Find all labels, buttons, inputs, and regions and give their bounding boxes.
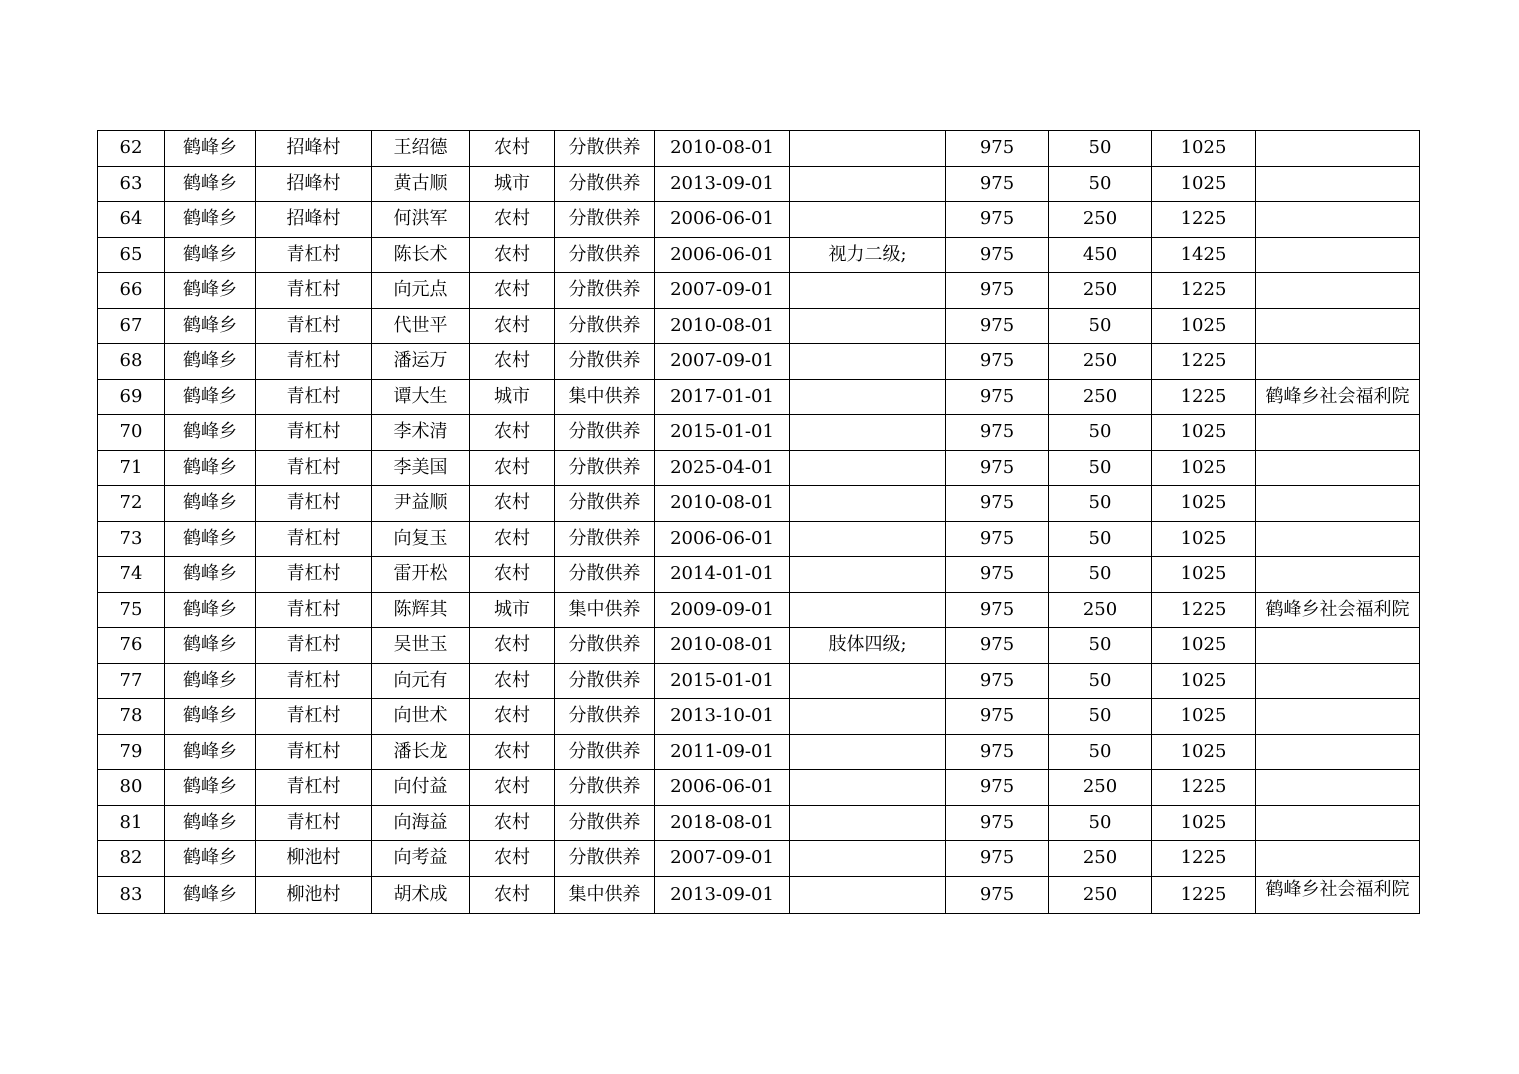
- total-amount-cell: 1025: [1152, 557, 1256, 593]
- institution-cell: [1256, 770, 1420, 806]
- start-date-cell: 2010-08-01: [655, 308, 790, 344]
- institution-cell: [1256, 131, 1420, 167]
- extra-amount-cell: 250: [1049, 202, 1152, 238]
- institution-cell: 鹤峰乡社会福利院: [1256, 379, 1420, 415]
- total-amount-cell: 1225: [1152, 592, 1256, 628]
- disability-cell: 视力二级;: [790, 237, 946, 273]
- total-amount-cell: 1225: [1152, 876, 1256, 914]
- extra-amount-cell: 250: [1049, 592, 1152, 628]
- disability-cell: [790, 131, 946, 167]
- disability-cell: [790, 308, 946, 344]
- institution-cell: [1256, 486, 1420, 522]
- start-date-cell: 2010-08-01: [655, 486, 790, 522]
- name-cell: 代世平: [372, 308, 470, 344]
- seq-cell: 68: [98, 344, 165, 380]
- seq-cell: 81: [98, 805, 165, 841]
- name-cell: 向考益: [372, 841, 470, 877]
- name-cell: 陈辉其: [372, 592, 470, 628]
- disability-cell: [790, 805, 946, 841]
- institution-cell: [1256, 344, 1420, 380]
- institution-cell: [1256, 663, 1420, 699]
- township-cell: 鹤峰乡: [165, 237, 256, 273]
- total-amount-cell: 1025: [1152, 450, 1256, 486]
- village-cell: 青杠村: [256, 734, 372, 770]
- table-row: [98, 273, 1420, 309]
- village-cell: 青杠村: [256, 770, 372, 806]
- table-row: [98, 557, 1420, 593]
- base-amount-cell: 975: [946, 308, 1049, 344]
- base-amount-cell: 975: [946, 237, 1049, 273]
- support-type-cell: 集中供养: [555, 876, 655, 914]
- table-row: [98, 876, 1420, 914]
- total-amount-cell: 1225: [1152, 770, 1256, 806]
- total-amount-cell: 1225: [1152, 344, 1256, 380]
- household-type-cell: 农村: [470, 450, 555, 486]
- township-cell: 鹤峰乡: [165, 486, 256, 522]
- name-cell: 潘长龙: [372, 734, 470, 770]
- institution-cell: [1256, 166, 1420, 202]
- household-type-cell: 城市: [470, 592, 555, 628]
- base-amount-cell: 975: [946, 734, 1049, 770]
- base-amount-cell: 975: [946, 344, 1049, 380]
- village-cell: 招峰村: [256, 202, 372, 238]
- institution-cell: [1256, 521, 1420, 557]
- household-type-cell: 农村: [470, 841, 555, 877]
- seq-cell: 62: [98, 131, 165, 167]
- extra-amount-cell: 450: [1049, 237, 1152, 273]
- village-cell: 青杠村: [256, 805, 372, 841]
- seq-cell: 79: [98, 734, 165, 770]
- support-type-cell: 分散供养: [555, 805, 655, 841]
- start-date-cell: 2010-08-01: [655, 131, 790, 167]
- start-date-cell: 2010-08-01: [655, 628, 790, 664]
- institution-cell: [1256, 734, 1420, 770]
- support-type-cell: 分散供养: [555, 166, 655, 202]
- township-cell: 鹤峰乡: [165, 273, 256, 309]
- extra-amount-cell: 50: [1049, 166, 1152, 202]
- base-amount-cell: 975: [946, 166, 1049, 202]
- township-cell: 鹤峰乡: [165, 876, 256, 914]
- seq-cell: 83: [98, 876, 165, 914]
- table-row: [98, 344, 1420, 380]
- name-cell: 潘运万: [372, 344, 470, 380]
- institution-cell: [1256, 628, 1420, 664]
- start-date-cell: 2006-06-01: [655, 521, 790, 557]
- base-amount-cell: 975: [946, 663, 1049, 699]
- extra-amount-cell: 50: [1049, 486, 1152, 522]
- disability-cell: [790, 663, 946, 699]
- start-date-cell: 2017-01-01: [655, 379, 790, 415]
- start-date-cell: 2007-09-01: [655, 841, 790, 877]
- table-body: [98, 131, 1420, 914]
- support-type-cell: 分散供养: [555, 308, 655, 344]
- total-amount-cell: 1225: [1152, 202, 1256, 238]
- disability-cell: [790, 770, 946, 806]
- extra-amount-cell: 50: [1049, 628, 1152, 664]
- table-row: [98, 663, 1420, 699]
- disability-cell: [790, 202, 946, 238]
- household-type-cell: 农村: [470, 805, 555, 841]
- household-type-cell: 农村: [470, 131, 555, 167]
- extra-amount-cell: 250: [1049, 841, 1152, 877]
- seq-cell: 72: [98, 486, 165, 522]
- start-date-cell: 2025-04-01: [655, 450, 790, 486]
- household-type-cell: 农村: [470, 521, 555, 557]
- total-amount-cell: 1025: [1152, 131, 1256, 167]
- name-cell: 向元有: [372, 663, 470, 699]
- name-cell: 向元点: [372, 273, 470, 309]
- table-row: [98, 805, 1420, 841]
- institution-cell: 鹤峰乡社会福利院: [1256, 876, 1420, 914]
- support-type-cell: 分散供养: [555, 663, 655, 699]
- village-cell: 青杠村: [256, 344, 372, 380]
- base-amount-cell: 975: [946, 202, 1049, 238]
- table-row: [98, 592, 1420, 628]
- institution-cell: [1256, 557, 1420, 593]
- base-amount-cell: 975: [946, 699, 1049, 735]
- township-cell: 鹤峰乡: [165, 202, 256, 238]
- institution-cell: [1256, 308, 1420, 344]
- village-cell: 青杠村: [256, 663, 372, 699]
- township-cell: 鹤峰乡: [165, 379, 256, 415]
- household-type-cell: 城市: [470, 166, 555, 202]
- disability-cell: [790, 592, 946, 628]
- disability-cell: [790, 841, 946, 877]
- total-amount-cell: 1025: [1152, 308, 1256, 344]
- table-row: [98, 308, 1420, 344]
- base-amount-cell: 975: [946, 557, 1049, 593]
- name-cell: 吴世玉: [372, 628, 470, 664]
- extra-amount-cell: 50: [1049, 557, 1152, 593]
- name-cell: 向付益: [372, 770, 470, 806]
- start-date-cell: 2015-01-01: [655, 663, 790, 699]
- household-type-cell: 农村: [470, 486, 555, 522]
- township-cell: 鹤峰乡: [165, 450, 256, 486]
- township-cell: 鹤峰乡: [165, 699, 256, 735]
- support-type-cell: 分散供养: [555, 557, 655, 593]
- base-amount-cell: 975: [946, 770, 1049, 806]
- total-amount-cell: 1025: [1152, 521, 1256, 557]
- base-amount-cell: 975: [946, 628, 1049, 664]
- household-type-cell: 农村: [470, 273, 555, 309]
- seq-cell: 75: [98, 592, 165, 628]
- disability-cell: [790, 557, 946, 593]
- support-type-cell: 分散供养: [555, 521, 655, 557]
- name-cell: 李美国: [372, 450, 470, 486]
- name-cell: 向世术: [372, 699, 470, 735]
- support-type-cell: 集中供养: [555, 592, 655, 628]
- village-cell: 青杠村: [256, 308, 372, 344]
- village-cell: 青杠村: [256, 379, 372, 415]
- table-row: [98, 770, 1420, 806]
- seq-cell: 77: [98, 663, 165, 699]
- base-amount-cell: 975: [946, 841, 1049, 877]
- household-type-cell: 农村: [470, 663, 555, 699]
- village-cell: 青杠村: [256, 273, 372, 309]
- start-date-cell: 2007-09-01: [655, 344, 790, 380]
- disability-cell: [790, 521, 946, 557]
- household-type-cell: 农村: [470, 770, 555, 806]
- township-cell: 鹤峰乡: [165, 166, 256, 202]
- seq-cell: 63: [98, 166, 165, 202]
- total-amount-cell: 1025: [1152, 663, 1256, 699]
- seq-cell: 78: [98, 699, 165, 735]
- disability-cell: [790, 415, 946, 451]
- extra-amount-cell: 250: [1049, 379, 1152, 415]
- township-cell: 鹤峰乡: [165, 663, 256, 699]
- township-cell: 鹤峰乡: [165, 557, 256, 593]
- extra-amount-cell: 250: [1049, 273, 1152, 309]
- base-amount-cell: 975: [946, 131, 1049, 167]
- household-type-cell: 农村: [470, 628, 555, 664]
- township-cell: 鹤峰乡: [165, 308, 256, 344]
- village-cell: 青杠村: [256, 699, 372, 735]
- household-type-cell: 农村: [470, 734, 555, 770]
- total-amount-cell: 1025: [1152, 628, 1256, 664]
- name-cell: 陈长术: [372, 237, 470, 273]
- name-cell: 胡术成: [372, 876, 470, 914]
- institution-cell: [1256, 841, 1420, 877]
- base-amount-cell: 975: [946, 592, 1049, 628]
- base-amount-cell: 975: [946, 379, 1049, 415]
- seq-cell: 67: [98, 308, 165, 344]
- total-amount-cell: 1225: [1152, 841, 1256, 877]
- name-cell: 黄古顺: [372, 166, 470, 202]
- start-date-cell: 2013-09-01: [655, 166, 790, 202]
- start-date-cell: 2006-06-01: [655, 770, 790, 806]
- village-cell: 招峰村: [256, 166, 372, 202]
- base-amount-cell: 975: [946, 415, 1049, 451]
- table-row: [98, 131, 1420, 167]
- institution-cell: [1256, 273, 1420, 309]
- extra-amount-cell: 50: [1049, 308, 1152, 344]
- seq-cell: 74: [98, 557, 165, 593]
- support-type-cell: 分散供养: [555, 770, 655, 806]
- table-row: [98, 237, 1420, 273]
- village-cell: 柳池村: [256, 876, 372, 914]
- disability-cell: [790, 876, 946, 914]
- extra-amount-cell: 250: [1049, 770, 1152, 806]
- base-amount-cell: 975: [946, 273, 1049, 309]
- household-type-cell: 农村: [470, 237, 555, 273]
- total-amount-cell: 1025: [1152, 486, 1256, 522]
- disability-cell: [790, 379, 946, 415]
- extra-amount-cell: 50: [1049, 131, 1152, 167]
- support-type-cell: 分散供养: [555, 131, 655, 167]
- seq-cell: 70: [98, 415, 165, 451]
- table-row: [98, 415, 1420, 451]
- village-cell: 青杠村: [256, 557, 372, 593]
- township-cell: 鹤峰乡: [165, 770, 256, 806]
- base-amount-cell: 975: [946, 521, 1049, 557]
- village-cell: 青杠村: [256, 415, 372, 451]
- seq-cell: 66: [98, 273, 165, 309]
- extra-amount-cell: 50: [1049, 805, 1152, 841]
- support-type-cell: 分散供养: [555, 841, 655, 877]
- disability-cell: [790, 734, 946, 770]
- total-amount-cell: 1025: [1152, 734, 1256, 770]
- support-type-cell: 分散供养: [555, 344, 655, 380]
- seq-cell: 71: [98, 450, 165, 486]
- seq-cell: 69: [98, 379, 165, 415]
- seq-cell: 73: [98, 521, 165, 557]
- disability-cell: [790, 486, 946, 522]
- village-cell: 青杠村: [256, 592, 372, 628]
- household-type-cell: 农村: [470, 202, 555, 238]
- seq-cell: 65: [98, 237, 165, 273]
- start-date-cell: 2011-09-01: [655, 734, 790, 770]
- seq-cell: 82: [98, 841, 165, 877]
- village-cell: 招峰村: [256, 131, 372, 167]
- table-row: [98, 628, 1420, 664]
- table-row: [98, 379, 1420, 415]
- start-date-cell: 2009-09-01: [655, 592, 790, 628]
- base-amount-cell: 975: [946, 486, 1049, 522]
- extra-amount-cell: 50: [1049, 415, 1152, 451]
- township-cell: 鹤峰乡: [165, 592, 256, 628]
- township-cell: 鹤峰乡: [165, 131, 256, 167]
- disability-cell: [790, 273, 946, 309]
- institution-cell: [1256, 202, 1420, 238]
- village-cell: 青杠村: [256, 450, 372, 486]
- total-amount-cell: 1225: [1152, 379, 1256, 415]
- institution-cell: [1256, 450, 1420, 486]
- base-amount-cell: 975: [946, 805, 1049, 841]
- household-type-cell: 农村: [470, 415, 555, 451]
- village-cell: 青杠村: [256, 486, 372, 522]
- support-type-cell: 分散供养: [555, 202, 655, 238]
- township-cell: 鹤峰乡: [165, 628, 256, 664]
- start-date-cell: 2013-09-01: [655, 876, 790, 914]
- name-cell: 雷开松: [372, 557, 470, 593]
- support-type-cell: 集中供养: [555, 379, 655, 415]
- name-cell: 王绍德: [372, 131, 470, 167]
- total-amount-cell: 1025: [1152, 166, 1256, 202]
- disability-cell: [790, 450, 946, 486]
- extra-amount-cell: 250: [1049, 876, 1152, 914]
- support-type-cell: 分散供养: [555, 273, 655, 309]
- household-type-cell: 农村: [470, 557, 555, 593]
- disability-cell: [790, 344, 946, 380]
- village-cell: 柳池村: [256, 841, 372, 877]
- start-date-cell: 2013-10-01: [655, 699, 790, 735]
- table-row: [98, 202, 1420, 238]
- total-amount-cell: 1025: [1152, 415, 1256, 451]
- extra-amount-cell: 50: [1049, 450, 1152, 486]
- start-date-cell: 2018-08-01: [655, 805, 790, 841]
- township-cell: 鹤峰乡: [165, 344, 256, 380]
- disability-cell: [790, 166, 946, 202]
- village-cell: 青杠村: [256, 521, 372, 557]
- name-cell: 尹益顺: [372, 486, 470, 522]
- village-cell: 青杠村: [256, 628, 372, 664]
- table-row: [98, 841, 1420, 877]
- support-type-cell: 分散供养: [555, 450, 655, 486]
- support-type-cell: 分散供养: [555, 415, 655, 451]
- household-type-cell: 农村: [470, 876, 555, 914]
- household-type-cell: 农村: [470, 699, 555, 735]
- institution-cell: [1256, 415, 1420, 451]
- start-date-cell: 2015-01-01: [655, 415, 790, 451]
- start-date-cell: 2014-01-01: [655, 557, 790, 593]
- support-type-cell: 分散供养: [555, 734, 655, 770]
- name-cell: 向复玉: [372, 521, 470, 557]
- start-date-cell: 2006-06-01: [655, 237, 790, 273]
- township-cell: 鹤峰乡: [165, 841, 256, 877]
- table-row: [98, 450, 1420, 486]
- seq-cell: 76: [98, 628, 165, 664]
- institution-cell: [1256, 699, 1420, 735]
- township-cell: 鹤峰乡: [165, 805, 256, 841]
- seq-cell: 64: [98, 202, 165, 238]
- institution-cell: [1256, 805, 1420, 841]
- table-row: [98, 166, 1420, 202]
- total-amount-cell: 1225: [1152, 273, 1256, 309]
- household-type-cell: 农村: [470, 344, 555, 380]
- institution-cell: 鹤峰乡社会福利院: [1256, 592, 1420, 628]
- extra-amount-cell: 50: [1049, 734, 1152, 770]
- table-row: [98, 734, 1420, 770]
- base-amount-cell: 975: [946, 876, 1049, 914]
- extra-amount-cell: 250: [1049, 344, 1152, 380]
- disability-cell: 肢体四级;: [790, 628, 946, 664]
- extra-amount-cell: 50: [1049, 699, 1152, 735]
- start-date-cell: 2007-09-01: [655, 273, 790, 309]
- total-amount-cell: 1025: [1152, 699, 1256, 735]
- township-cell: 鹤峰乡: [165, 521, 256, 557]
- name-cell: 谭大生: [372, 379, 470, 415]
- table-row: [98, 486, 1420, 522]
- extra-amount-cell: 50: [1049, 521, 1152, 557]
- total-amount-cell: 1425: [1152, 237, 1256, 273]
- township-cell: 鹤峰乡: [165, 734, 256, 770]
- support-type-cell: 分散供养: [555, 237, 655, 273]
- table-row: [98, 521, 1420, 557]
- records-table: [97, 130, 1420, 914]
- support-type-cell: 分散供养: [555, 486, 655, 522]
- base-amount-cell: 975: [946, 450, 1049, 486]
- disability-cell: [790, 699, 946, 735]
- village-cell: 青杠村: [256, 237, 372, 273]
- table-row: [98, 699, 1420, 735]
- institution-cell: [1256, 237, 1420, 273]
- township-cell: 鹤峰乡: [165, 415, 256, 451]
- household-type-cell: 城市: [470, 379, 555, 415]
- name-cell: 向海益: [372, 805, 470, 841]
- household-type-cell: 农村: [470, 308, 555, 344]
- seq-cell: 80: [98, 770, 165, 806]
- support-type-cell: 分散供养: [555, 699, 655, 735]
- total-amount-cell: 1025: [1152, 805, 1256, 841]
- start-date-cell: 2006-06-01: [655, 202, 790, 238]
- name-cell: 李术清: [372, 415, 470, 451]
- extra-amount-cell: 50: [1049, 663, 1152, 699]
- name-cell: 何洪军: [372, 202, 470, 238]
- support-type-cell: 分散供养: [555, 628, 655, 664]
